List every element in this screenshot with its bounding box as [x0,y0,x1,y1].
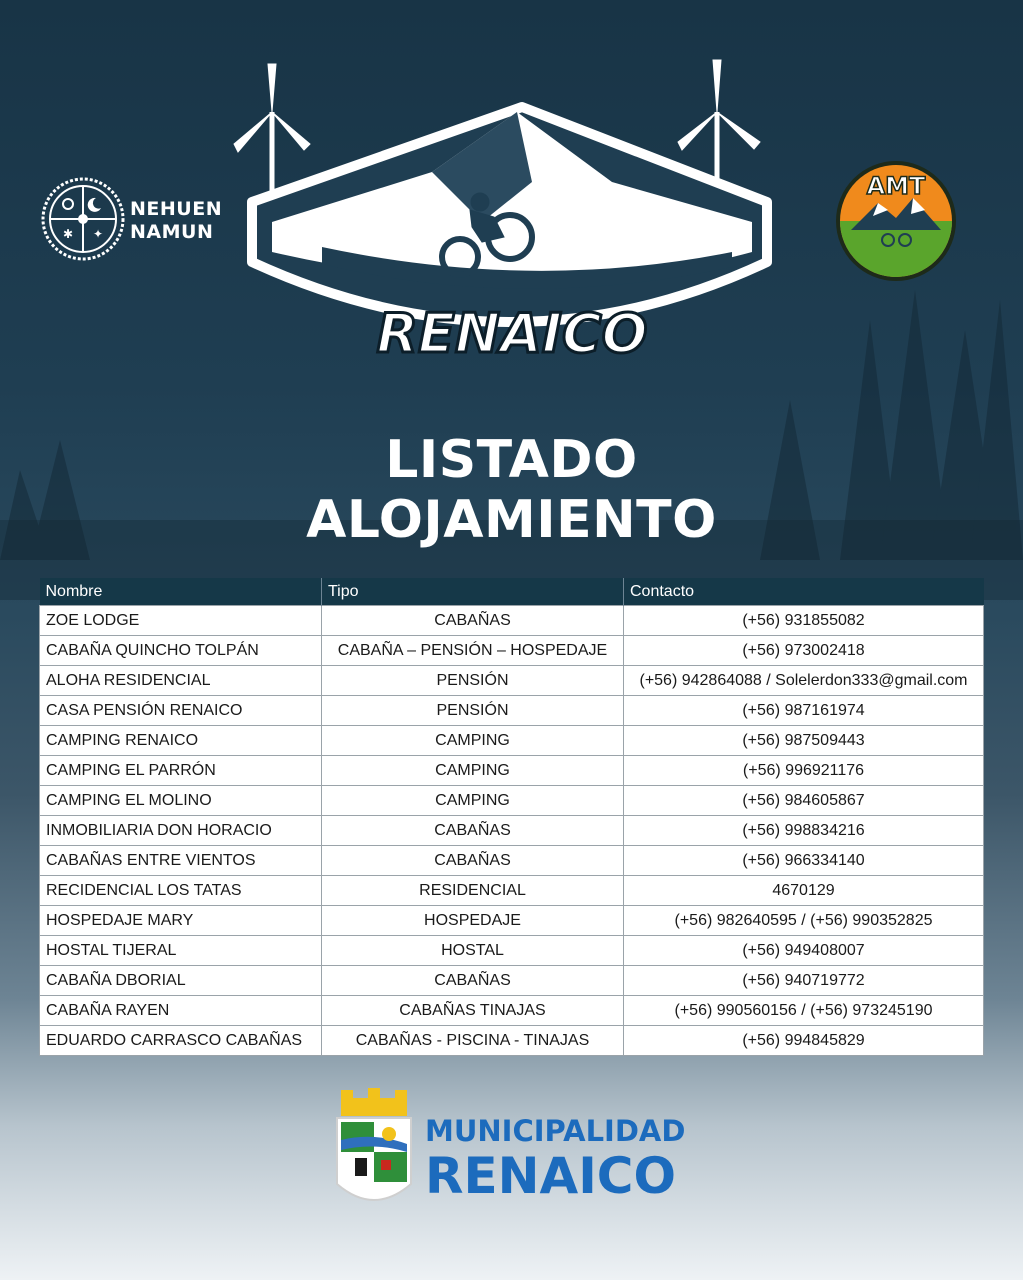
kultrun-icon [40,176,126,262]
renaico-bike-logo [232,52,792,382]
cell-tipo: CAMPING [322,756,624,786]
table-row [40,726,984,756]
table-row [40,606,984,636]
table-row [40,936,984,966]
table-row [40,876,984,906]
nehuen-namun-logo [40,176,223,268]
cell-nombre: INMOBILIARIA DON HORACIO [40,816,322,846]
header-nombre: Nombre [40,578,322,606]
amt-logo [833,158,959,284]
cell-tipo: CABAÑAS [322,606,624,636]
cell-nombre: CABAÑA QUINCHO TOLPÁN [40,636,322,666]
cell-contacto: 4670129 [624,876,984,906]
cell-nombre: CAMPING EL PARRÓN [40,756,322,786]
cell-contacto: (+56) 990560156 / (+56) 973245190 [624,996,984,1026]
cell-tipo: CAMPING [322,726,624,756]
header-contacto: Contacto [624,578,984,606]
cell-contacto: (+56) 987509443 [624,726,984,756]
table-row [40,636,984,666]
page-title [0,430,1023,550]
cell-contacto: (+56) 966334140 [624,846,984,876]
nehuen-line2: NAMUN [130,221,214,243]
cell-contacto: (+56) 982640595 / (+56) 990352825 [624,906,984,936]
header-tipo: Tipo [322,578,624,606]
table-row [40,816,984,846]
nehuen-line1: NEHUEN [130,198,223,220]
table-row [40,756,984,786]
coat-of-arms-icon [333,1088,415,1216]
cell-tipo: HOSPEDAJE [322,906,624,936]
cell-tipo: CABAÑAS - PISCINA - TINAJAS [322,1026,624,1056]
amt-logo-text: AMT [866,172,926,200]
municipalidad-logo [333,1088,693,1216]
table-row [40,996,984,1026]
cell-tipo: CABAÑA – PENSIÓN – HOSPEDAJE [322,636,624,666]
cell-nombre: HOSTAL TIJERAL [40,936,322,966]
table-row [40,1026,984,1056]
svg-text:✱: ✱ [62,227,74,241]
table-row [40,666,984,696]
cell-contacto: (+56) 994845829 [624,1026,984,1056]
cell-tipo: CABAÑAS [322,846,624,876]
cell-nombre: CAMPING RENAICO [40,726,322,756]
cell-nombre: CABAÑAS ENTRE VIENTOS [40,846,322,876]
table-row [40,846,984,876]
cell-contacto: (+56) 987161974 [624,696,984,726]
title-line2: ALOJAMIENTO [306,490,717,550]
title-line1: LISTADO [385,430,638,490]
lodging-table [39,578,984,1056]
cell-tipo: CABAÑAS [322,816,624,846]
cell-nombre: ZOE LODGE [40,606,322,636]
cell-tipo: PENSIÓN [322,666,624,696]
cell-tipo: HOSTAL [322,936,624,966]
cell-contacto: (+56) 998834216 [624,816,984,846]
cell-tipo: CAMPING [322,786,624,816]
table-row [40,966,984,996]
municipalidad-line2: RENAICO [425,1147,677,1205]
renaico-logo-text: RENAICO [376,302,648,365]
table-header-row [40,578,984,606]
cell-nombre: CASA PENSIÓN RENAICO [40,696,322,726]
cell-contacto: (+56) 931855082 [624,606,984,636]
municipalidad-line1: MUNICIPALIDAD [425,1114,686,1148]
cell-tipo: CABAÑAS TINAJAS [322,996,624,1026]
table-row [40,696,984,726]
cell-tipo: PENSIÓN [322,696,624,726]
cell-nombre: HOSPEDAJE MARY [40,906,322,936]
cell-nombre: EDUARDO CARRASCO CABAÑAS [40,1026,322,1056]
cell-nombre: RECIDENCIAL LOS TATAS [40,876,322,906]
cell-contacto: (+56) 940719772 [624,966,984,996]
table-row [40,906,984,936]
cell-nombre: CABAÑA DBORIAL [40,966,322,996]
cell-contacto: (+56) 996921176 [624,756,984,786]
cell-contacto: (+56) 984605867 [624,786,984,816]
cell-contacto: (+56) 973002418 [624,636,984,666]
cell-tipo: RESIDENCIAL [322,876,624,906]
cell-nombre: CAMPING EL MOLINO [40,786,322,816]
svg-text:✦: ✦ [92,227,104,241]
cell-nombre: CABAÑA RAYEN [40,996,322,1026]
table-row [40,786,984,816]
cell-nombre: ALOHA RESIDENCIAL [40,666,322,696]
cell-contacto: (+56) 942864088 / Solelerdon333@gmail.com [624,666,984,696]
cell-contacto: (+56) 949408007 [624,936,984,966]
cell-tipo: CABAÑAS [322,966,624,996]
